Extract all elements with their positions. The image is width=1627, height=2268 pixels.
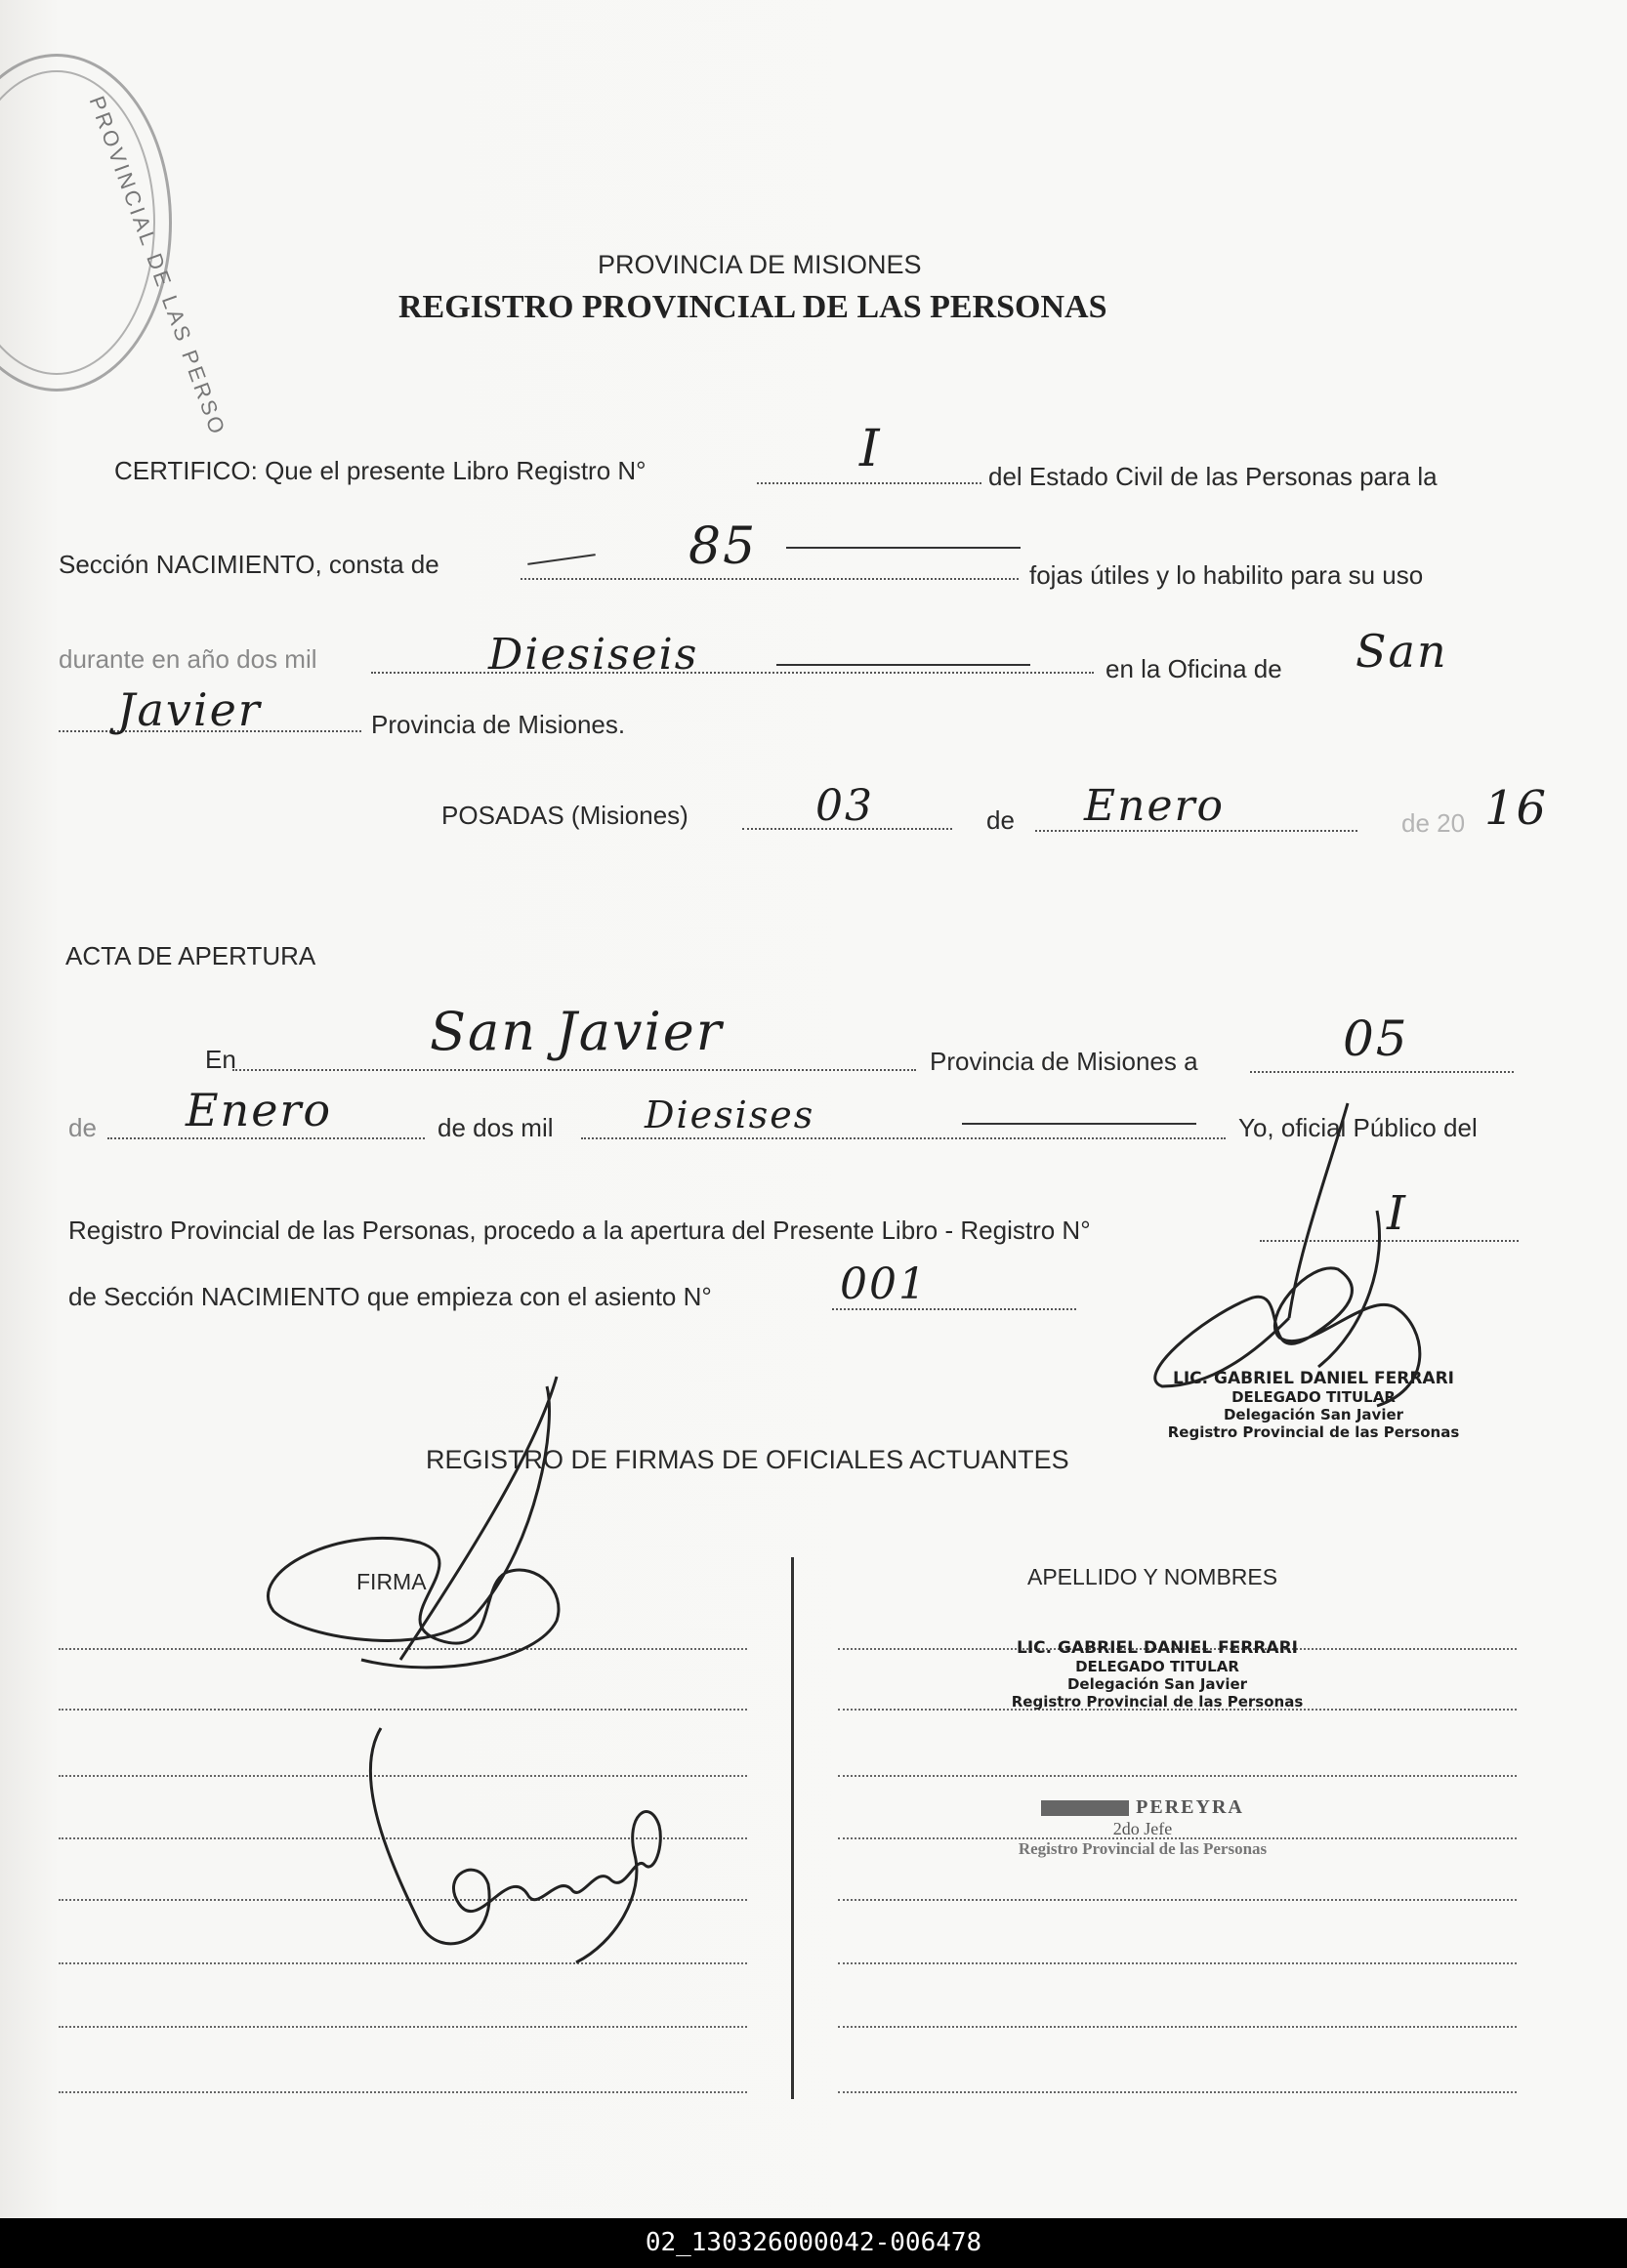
- signature-line: [59, 2091, 747, 2093]
- fill-line: [521, 578, 1019, 580]
- provincia-a-text: Provincia de Misiones a: [930, 1047, 1198, 1076]
- name-line: [838, 1962, 1517, 1964]
- entry-name: LIC. GABRIEL DANIEL FERRARI: [1016, 1638, 1299, 1658]
- stamp-name: LIC. GABRIEL DANIEL FERRARI: [1172, 1369, 1455, 1388]
- delegate-signature: [1143, 1093, 1455, 1416]
- fill-line: [581, 1137, 1226, 1139]
- stamp-org: Registro Provincial de las Personas: [1167, 1423, 1460, 1441]
- de-year-text: de 20: [1401, 808, 1466, 838]
- firma-signature-2: [244, 1718, 684, 1972]
- estado-civil-text: del Estado Civil de las Personas para la: [988, 462, 1438, 491]
- book-number-handwritten: I: [859, 420, 882, 478]
- entry-office: Delegación San Javier: [1066, 1675, 1248, 1693]
- name-line: [838, 1775, 1517, 1777]
- entry-org: Registro Provincial de las Personas: [1018, 1839, 1268, 1858]
- fill-line: [371, 672, 1094, 674]
- office-handwritten-1: San: [1356, 625, 1448, 678]
- fojas-text: fojas útiles y lo habilito para su uso: [1029, 560, 1424, 590]
- office-handwritten-2: Javier: [117, 683, 262, 736]
- seccion-text: Sección NACIMIENTO, consta de: [59, 550, 439, 579]
- fill-line: [757, 482, 981, 484]
- entry-role: DELEGADO TITULAR: [1075, 1658, 1239, 1675]
- firma-entry-stamp: [1011, 1638, 1304, 1711]
- entry-name: PEREYRA: [1136, 1796, 1244, 1818]
- acta-year-handwritten: Diesises: [645, 1093, 815, 1136]
- seal-text: PROVINCIAL DE LAS PERSO: [84, 93, 231, 440]
- nombres-column-header: APELLIDO Y NOMBRES: [1027, 1564, 1278, 1589]
- firma-column-header: FIRMA: [356, 1569, 427, 1594]
- acta-month-handwritten: Enero: [186, 1084, 333, 1136]
- de-text: de: [68, 1113, 97, 1142]
- pen-dash: [786, 547, 1021, 549]
- day-handwritten: 03: [815, 781, 874, 831]
- name-line: [838, 2026, 1517, 2028]
- firma-signature-1: [244, 1367, 615, 1699]
- column-divider: [791, 1557, 794, 2099]
- pen-dash: [776, 664, 1030, 666]
- en-text: En: [205, 1045, 236, 1074]
- name-line: [838, 1899, 1517, 1901]
- document-id-footer: 02_130326000042-006478: [0, 2218, 1627, 2268]
- entry-role: 2do Jefe: [1112, 1819, 1173, 1838]
- fill-line: [1250, 1071, 1514, 1073]
- name-line: [838, 2091, 1517, 2093]
- signature-line: [59, 2026, 747, 2028]
- province-heading: PROVINCIA DE MISIONES: [598, 250, 922, 279]
- oficina-text: en la Oficina de: [1106, 654, 1282, 683]
- year-suffix-handwritten: 16: [1484, 781, 1549, 836]
- asiento-handwritten: 001: [840, 1259, 928, 1309]
- month-handwritten: Enero: [1084, 781, 1226, 831]
- fill-line: [107, 1137, 425, 1139]
- fojas-count-handwritten: 85: [688, 517, 758, 576]
- place-handwritten: San Javier: [430, 1001, 724, 1062]
- durante-text: durante en año dos mil: [59, 644, 317, 674]
- de-text: de: [986, 805, 1015, 835]
- firma-entry-stamp-2: [986, 1796, 1299, 1859]
- acta-title: ACTA DE APERTURA: [65, 941, 316, 970]
- dos-mil-text: de dos mil: [438, 1113, 554, 1142]
- seccion-line-text: de Sección NACIMIENTO que empieza con el asiento N°: [68, 1282, 712, 1311]
- registro-line-text: Registro Provincial de las Personas, procedo a la apertura del Presente Libro - Registro N°: [68, 1216, 1091, 1245]
- year-words-handwritten: Diesiseis: [488, 630, 699, 680]
- registry-heading: REGISTRO PROVINCIAL DE LAS PERSONAS: [398, 289, 1107, 325]
- entry-org: Registro Provincial de las Personas: [1011, 1693, 1304, 1711]
- stamp-office: Delegación San Javier: [1223, 1406, 1404, 1423]
- acta-day-handwritten: 05: [1343, 1010, 1409, 1067]
- pen-dash: [527, 554, 596, 565]
- provincia-text: Provincia de Misiones.: [371, 710, 626, 739]
- yo-text: Yo, oficial Público del: [1238, 1113, 1478, 1142]
- signature-line: [59, 1709, 747, 1711]
- certifico-text: CERTIFICO: Que el presente Libro Registro N°: [114, 456, 647, 485]
- posadas-text: POSADAS (Misiones): [441, 801, 688, 830]
- fill-line: [232, 1069, 916, 1071]
- acta-book-number-handwritten: I: [1387, 1186, 1407, 1241]
- stamp-role: DELEGADO TITULAR: [1231, 1388, 1396, 1406]
- firmas-title: REGISTRO DE FIRMAS DE OFICIALES ACTUANTES: [426, 1445, 1069, 1474]
